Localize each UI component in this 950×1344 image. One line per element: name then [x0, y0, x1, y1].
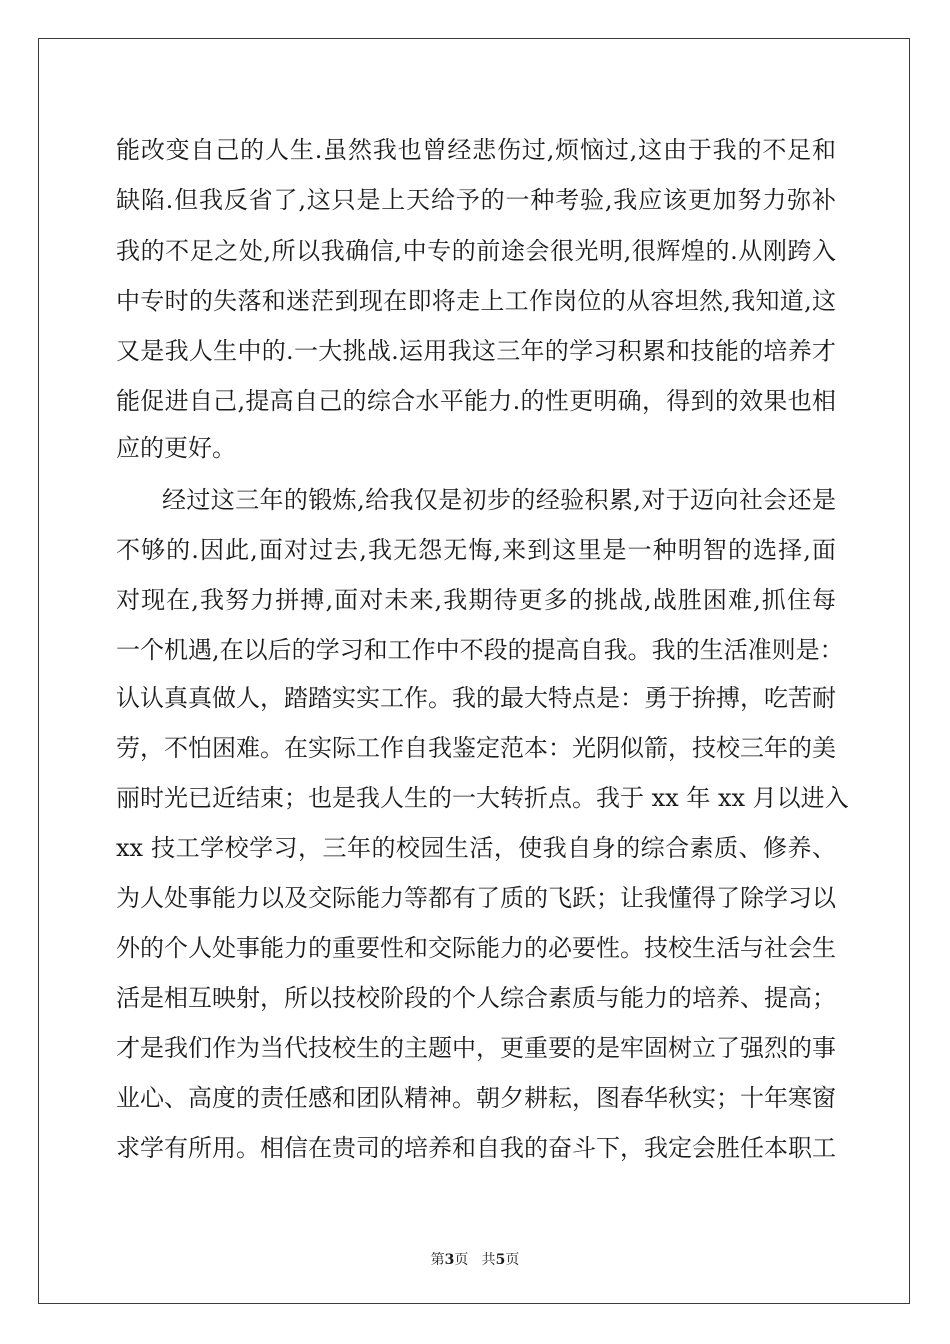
paragraph-line: 应的更好。 — [116, 434, 236, 462]
paragraph-line: 认认真真做人，踏踏实实工作。我的最大特点是：勇于拚搏，吃苦耐 — [116, 684, 836, 712]
paragraph-line: 才是我们作为当代技校生的主题中，更重要的是牢固树立了强烈的事 — [116, 1034, 836, 1062]
page-footer — [0, 1249, 950, 1269]
paragraph-line: 外的个人处事能力的重要性和交际能力的必要性。技校生活与社会生 — [116, 934, 836, 962]
paragraph-line: 为人处事能力以及交际能力等都有了质的飞跃；让我懂得了除学习以 — [116, 884, 836, 912]
paragraph-line: 劳，不怕困难。在实际工作自我鉴定范本：光阴似箭，技校三年的美 — [116, 734, 836, 762]
page-border — [38, 38, 910, 1304]
paragraph-line: 缺陷.但我反省了,这只是上天给予的一种考验,我应该更加努力弥补 — [116, 186, 836, 214]
paragraph-line: 能改变自己的人生.虽然我也曾经悲伤过,烦恼过,这由于我的不足和 — [116, 136, 836, 164]
paragraph-line: 活是相互映射，所以技校阶段的个人综合素质与能力的培养、提高； — [116, 984, 836, 1012]
total-suffix: 页 — [505, 1252, 520, 1268]
paragraph-line: 对现在,我努力拼搏,面对未来,我期待更多的挑战,战胜困难,抓住每 — [116, 586, 836, 614]
page-total: 5 — [495, 1252, 506, 1268]
paragraph-line: 又是我人生中的.一大挑战.运用我这三年的学习积累和技能的培养才 — [116, 337, 836, 365]
paragraph-line: 一个机遇,在以后的学习和工作中不段的提高自我。我的生活准则是： — [116, 636, 844, 664]
paragraph-line: 业心、高度的责任感和团队精神。朝夕耕耘，图春华秋实；十年寒窗 — [116, 1084, 836, 1112]
paragraph-line: 丽时光已近结束；也是我人生的一大转折点。我于 xx 年 xx 月以进入 — [116, 784, 849, 812]
paragraph-line: 中专时的失落和迷茫到现在即将走上工作岗位的从容坦然,我知道,这 — [116, 287, 836, 315]
paragraph-line: 不够的.因此,面对过去,我无怨无悔,来到这里是一种明智的选择,面 — [116, 536, 836, 564]
total-prefix: 共 — [481, 1252, 496, 1268]
paragraph-line: 我的不足之处,所以我确信,中专的前途会很光明,很辉煌的.从刚跨入 — [116, 237, 836, 265]
paragraph-line: 能促进自己,提高自己的综合水平能力.的性更明确，得到的效果也相 — [116, 387, 836, 415]
page-prefix: 第 — [430, 1252, 445, 1268]
paragraph-line: 经过这三年的锻炼,给我仅是初步的经验积累,对于迈向社会还是 — [162, 486, 836, 514]
paragraph-line: xx 技工学校学习，三年的校园生活，使我自身的综合素质、修养、 — [116, 834, 836, 862]
page-current: 3 — [444, 1252, 455, 1268]
paragraph-line: 求学有所用。相信在贵司的培养和自我的奋斗下，我定会胜任本职工 — [116, 1134, 836, 1162]
page-suffix: 页 — [454, 1252, 469, 1268]
